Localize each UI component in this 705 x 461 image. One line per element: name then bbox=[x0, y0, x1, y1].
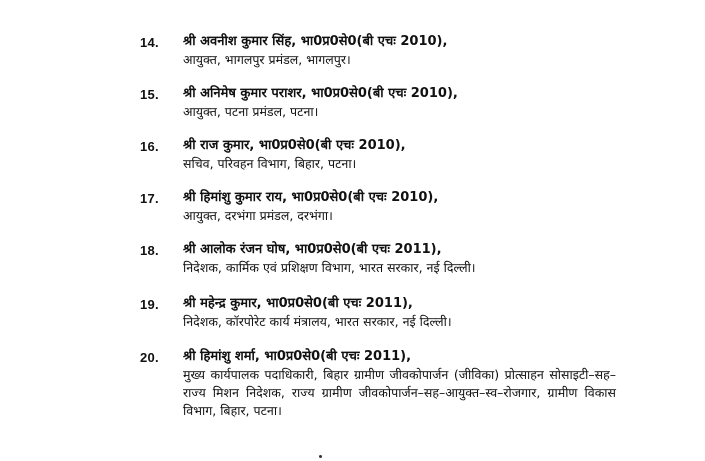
officer-designation: निदेशक, कार्मिक एवं प्रशिक्षण विभाग, भारत सरकार, नई दिल्ली। bbox=[183, 260, 476, 275]
officer-name: श्री अवनीश कुमार सिंह, भा0प्र0से0(बी एचः 2010), bbox=[183, 34, 448, 49]
officer-designation: आयुक्त, पटना प्रमंडल, पटना। bbox=[183, 104, 319, 119]
officer-name: श्री हिमांशु शर्मा, भा0प्र0से0(बी एचः 2011), bbox=[183, 349, 412, 364]
item-number: 16. bbox=[140, 139, 159, 154]
item-number: 14. bbox=[140, 35, 159, 50]
item-number: 20. bbox=[140, 350, 159, 365]
officer-designation: मुख्य कार्यपालक पदाधिकारी, बिहार ग्रामीण जीवकोपार्जन (जीविका) प्रोत्साहन सोसाइटी–सह–राज्य मिशन निदेशक, राज्य ग्रामीण जीवकोपार्जन–सह–आयुक्त–स्व–रोजगार, ग्रामीण विकास विभाग, बिहार, पटना। bbox=[183, 367, 616, 418]
officer-designation: सचिव, परिवहन विभाग, बिहार, पटना। bbox=[183, 156, 357, 171]
item-number: 18. bbox=[140, 243, 159, 258]
item-number: 17. bbox=[140, 191, 159, 206]
officer-designation: आयुक्त, दरभंगा प्रमंडल, दरभंगा। bbox=[183, 208, 333, 223]
officer-designation: आयुक्त, भागलपुर प्रमंडल, भागलपुर। bbox=[183, 52, 351, 67]
officer-name: श्री आलोक रंजन घोष, भा0प्र0से0(बी एचः 2011), bbox=[183, 242, 442, 257]
item-number: 19. bbox=[140, 297, 159, 312]
officer-designation: निदेशक, कॉरपोरेट कार्य मंत्रालय, भारत सरकार, नई दिल्ली। bbox=[183, 314, 452, 329]
officer-name: श्री हिमांशु कुमार राय, भा0प्र0से0(बी एचः 2010), bbox=[183, 190, 439, 205]
page-speck bbox=[319, 455, 322, 458]
officer-name: श्री महेन्द्र कुमार, भा0प्र0से0(बी एचः 2011), bbox=[183, 296, 413, 311]
item-number: 15. bbox=[140, 87, 159, 102]
officer-name: श्री राज कुमार, भा0प्र0से0(बी एचः 2010), bbox=[183, 138, 406, 153]
officer-name: श्री अनिमेष कुमार पराशर, भा0प्र0से0(बी एचः 2010), bbox=[183, 86, 458, 101]
